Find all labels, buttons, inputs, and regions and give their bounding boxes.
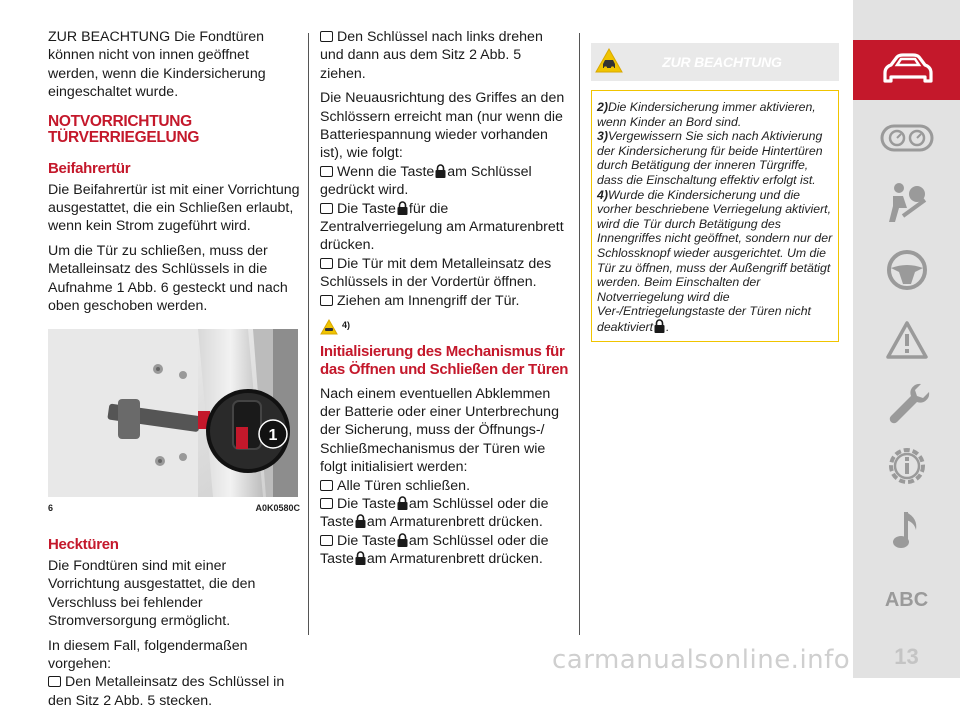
chapter-sidebar bbox=[853, 0, 960, 678]
lock-icon bbox=[397, 533, 408, 547]
warning-item-3-text: Vergewissern Sie sich nach Aktivierung der Kindersicherung für beide Hintertüren durch Betätigung der inneren Türgriffe, dass die Einschaltung effektiv erfolgt ist. bbox=[597, 129, 823, 187]
airbag-person-icon bbox=[885, 180, 929, 224]
step-2 bbox=[320, 28, 570, 83]
sidebar-item-safety[interactable] bbox=[853, 172, 960, 232]
lock-icon bbox=[397, 201, 408, 215]
car-icon bbox=[879, 53, 935, 87]
door-lock-figure bbox=[48, 329, 298, 497]
warning-item-2-text: Die Kindersicherung immer aktivieren, wenn Kinder an Bord sind. bbox=[597, 100, 816, 129]
checkbox-bullet-icon bbox=[320, 166, 333, 177]
warning-item-4 bbox=[597, 188, 834, 335]
sidebar-item-vehicle[interactable] bbox=[853, 40, 960, 100]
bullet-4 bbox=[320, 292, 570, 310]
warning-item-4-number: 4) bbox=[597, 187, 608, 202]
warning-car-small-icon bbox=[320, 319, 338, 335]
checkbox-bullet-icon bbox=[320, 258, 333, 269]
step-1 bbox=[48, 673, 300, 710]
lock-icon bbox=[355, 551, 366, 565]
lock-icon bbox=[355, 514, 366, 528]
init-step-2 bbox=[320, 495, 570, 532]
init-step-3-text-a: Die Taste bbox=[337, 532, 396, 549]
paragraph-initialisierung: Nach einem eventuellen Abklemmen der Batterie oder einer Unterbrechung der Sicherung, muss der Öffnungs-/ Schließmechanismus der Türen wie folgt initialisiert werden: bbox=[320, 385, 559, 476]
steering-wheel-icon bbox=[885, 248, 929, 292]
figure-callout-1: 1 bbox=[268, 427, 278, 445]
warning-item-4-text: Wurde die Kindersicherung und die vorher beschriebene Verriegelung aktiviert, wird die Tür durch Betätigung des Innengriffes nicht geöffnet, sondern nur der Schlossknopf wieder ausgerichtet. Um die Tür zu öffnen, muss der Außengriff betätigt werden. Beim Einschalten der Notverriegelung wird die Ver-/Entriegelungstaste der Türen nicht deaktiviert bbox=[597, 187, 833, 334]
gear-info-icon bbox=[883, 442, 931, 490]
figure-number: 6 bbox=[48, 503, 54, 514]
bullet-2 bbox=[320, 200, 570, 255]
step-1-text: Den Metalleinsatz des Schlüssel in den Sitz 2 Abb. 5 stecken. bbox=[48, 674, 285, 709]
checkbox-bullet-icon bbox=[320, 203, 333, 214]
warning-header bbox=[591, 43, 839, 81]
init-step-3 bbox=[320, 532, 570, 569]
warning-item-2-number: 2) bbox=[597, 100, 608, 114]
sidebar-item-multimedia[interactable] bbox=[853, 500, 960, 560]
dashboard-icon bbox=[879, 123, 935, 153]
checkbox-bullet-icon bbox=[320, 31, 333, 42]
bullet-3 bbox=[320, 255, 570, 292]
warning-item-4-end: . bbox=[666, 319, 670, 334]
init-step-1-text: Alle Türen schließen. bbox=[337, 477, 471, 494]
note-reference bbox=[320, 316, 350, 334]
bullet-1 bbox=[320, 163, 570, 200]
bullet-1-text-b: am Schlüssel gedrückt wird. bbox=[320, 163, 532, 199]
init-step-3-text-c: am Armaturenbrett drücken. bbox=[366, 551, 543, 568]
bullet-4-text: Ziehen am Innengriff der Tür. bbox=[337, 292, 520, 309]
step-2-text: Den Schlüssel nach links drehen und dann aus dem Sitz 2 Abb. 5 ziehen. bbox=[320, 29, 543, 82]
warning-triangle-icon bbox=[885, 320, 929, 360]
init-step-2-text-a: Die Taste bbox=[337, 495, 396, 512]
checkbox-bullet-icon bbox=[320, 295, 333, 306]
figure-code: A0K0580C bbox=[255, 503, 300, 514]
paragraph-beifahrer: Die Beifahrertür ist mit einer Vorrichtung ausgestattet, die ein Schließen erlaubt, wenn kein Strom zugeführt wird. bbox=[48, 181, 300, 235]
page-number: 13 bbox=[894, 644, 919, 669]
door-lock-illustration bbox=[48, 329, 298, 497]
checkbox-bullet-icon bbox=[320, 480, 333, 491]
warning-item-2 bbox=[597, 100, 834, 129]
figure-caption bbox=[48, 499, 300, 517]
warning-title: ZUR BEACHTUNG bbox=[662, 53, 782, 70]
init-step-1 bbox=[320, 477, 570, 495]
paragraph-heck: Die Fondtüren sind mit einer Vorrichtung ausgestattet, die den Verschluss bei fehlender Stromversorgung ermöglicht. bbox=[48, 557, 256, 630]
index-label: ABC bbox=[884, 588, 929, 611]
paragraph-realign: Die Neuausrichtung des Griffes an den Schlössern erreicht man (nur wenn die Batteriespannung wieder vorhanden ist), wie folgt: bbox=[320, 90, 565, 162]
bullet-2-text-b: für die Zentralverriegelung am Armaturenbrett drücken. bbox=[320, 200, 564, 254]
column-divider bbox=[308, 33, 309, 635]
lock-icon bbox=[397, 496, 408, 510]
sidebar-item-warnings[interactable] bbox=[853, 310, 960, 370]
column-left bbox=[48, 28, 300, 716]
subheading-heck: Hecktüren bbox=[48, 535, 119, 553]
init-step-2-text-c: am Armaturenbrett drücken. bbox=[366, 514, 543, 531]
init-step-2-text-b: am Schlüssel oder die Taste bbox=[320, 495, 549, 531]
sidebar-item-dashboard[interactable] bbox=[853, 108, 960, 168]
sidebar-item-index[interactable] bbox=[853, 570, 960, 630]
checkbox-bullet-icon bbox=[48, 676, 61, 687]
bullet-3-text: Die Tür mit dem Metalleinsatz des Schlüssels in der Vordertür öffnen. bbox=[320, 255, 552, 291]
bullet-1-text-a: Wenn die Taste bbox=[337, 163, 435, 180]
sidebar-item-maintenance[interactable] bbox=[853, 374, 960, 434]
music-note-icon bbox=[892, 508, 922, 552]
checkbox-bullet-icon bbox=[320, 535, 333, 546]
sidebar-item-technical[interactable] bbox=[853, 436, 960, 496]
warning-car-icon bbox=[595, 47, 623, 75]
subheading-beifahrer: Beifahrertür bbox=[48, 159, 131, 177]
section-heading bbox=[48, 114, 300, 146]
column-middle bbox=[320, 28, 570, 569]
paragraph-procedure: In diesem Fall, folgendermaßen vorgehen: bbox=[48, 637, 248, 672]
init-step-3-text-b: am Schlüssel oder die Taste bbox=[320, 532, 549, 568]
warning-panel bbox=[591, 43, 839, 342]
lock-icon bbox=[435, 164, 446, 178]
warning-body bbox=[591, 90, 839, 342]
bullet-2-text-a: Die Taste bbox=[337, 200, 396, 217]
section-heading-line1: NOTVORRICHTUNG bbox=[48, 112, 192, 130]
sidebar-item-driving[interactable] bbox=[853, 240, 960, 300]
section-heading-line2: TÜRVERRIEGELUNG bbox=[48, 128, 200, 146]
paragraph-close-door: Um die Tür zu schließen, muss der Metalleinsatz des Schlüssels in die Aufnahme 1 Abb. 6 gesteckt und nach oben geschoben werden. bbox=[48, 242, 288, 315]
watermark: carmanualsonline.info bbox=[552, 645, 851, 675]
lock-icon bbox=[654, 319, 665, 333]
note-reference-number: 4) bbox=[342, 320, 351, 331]
warning-item-3 bbox=[597, 129, 834, 187]
column-divider bbox=[579, 33, 580, 635]
heading-initialisierung: Initialisierung des Mechanismus für das Öffnen und Schließen der Türen bbox=[320, 342, 569, 378]
wrench-icon bbox=[885, 380, 929, 428]
beachtung-paragraph: ZUR BEACHTUNG Die Fondtüren können nicht von innen geöffnet werden, wenn die Kindersicherung eingeschaltet wurde. bbox=[48, 29, 266, 101]
checkbox-bullet-icon bbox=[320, 498, 333, 509]
warning-item-3-number: 3) bbox=[597, 129, 608, 144]
